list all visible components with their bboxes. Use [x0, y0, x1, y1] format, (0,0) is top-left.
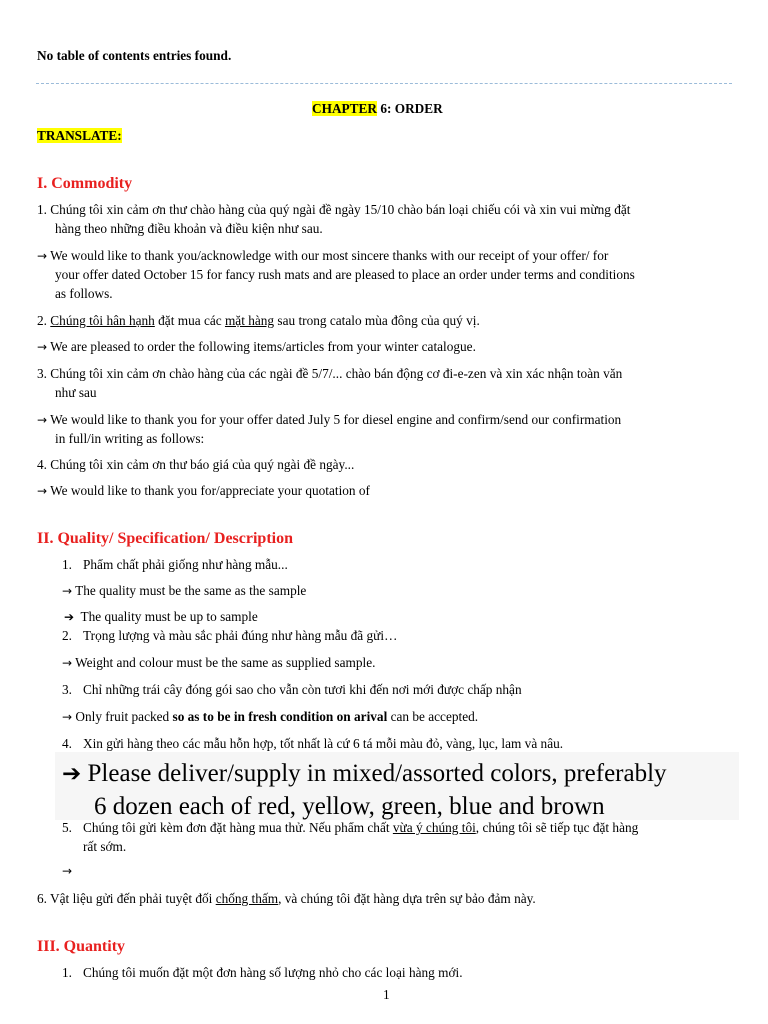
list-number: 1.	[62, 965, 72, 980]
arrow-icon: →	[37, 413, 48, 427]
list-number: 1.	[62, 557, 72, 572]
en-text: The quality must be the same as the sample	[75, 583, 307, 598]
en-text: We are pleased to order the following items/articles from your winter catalogue.	[50, 339, 476, 354]
page-number: 1	[383, 987, 390, 1002]
section-heading-quality: II. Quality/ Specification/ Description	[37, 530, 293, 547]
vn-paragraph-1-line-2: hàng theo những điều khoản và điều kiện như sau.	[55, 221, 323, 236]
chapter-rest: 6: ORDER	[377, 101, 443, 116]
arrow-icon: ➔	[64, 610, 75, 624]
en-paragraph-3-line-2: in full/in writing as follows:	[55, 431, 205, 446]
item-number: 2.	[37, 313, 51, 328]
text: , và chúng tôi đặt hàng dựa trên sự bảo đảm này.	[278, 891, 536, 906]
underlined-text: chống thấm	[215, 891, 279, 906]
en-text: can be accepted.	[387, 709, 479, 724]
en-text: The quality must be up to sample	[80, 609, 258, 624]
section-heading-commodity: I. Commodity	[37, 175, 133, 192]
en-item-1	[62, 583, 306, 599]
vn-paragraph-1-line-1: 1. Chúng tôi xin cảm ơn thư chào hàng của quý ngài đề ngày 15/10 chào bán loại chiếu cói và xin vui mừng đặt	[37, 202, 631, 217]
en-item-2	[62, 655, 375, 671]
vn-paragraph-2	[37, 313, 480, 329]
en-text: Weight and colour must be the same as supplied sample.	[75, 655, 376, 670]
page-divider	[36, 83, 732, 84]
en-text: Please deliver/supply in mixed/assorted colors, preferably	[87, 760, 667, 787]
bold-text: so as to be in fresh condition on arival	[172, 709, 388, 724]
vn-item-5-line-2: rất sớm.	[83, 839, 127, 854]
arrow-icon: →	[37, 249, 48, 263]
arrow-icon: →	[62, 864, 73, 878]
en-text: Only fruit packed	[75, 709, 173, 724]
translate-label: TRANSLATE	[37, 128, 118, 143]
chapter-title	[312, 101, 443, 117]
vn-paragraph-4: 4. Chúng tôi xin cảm ơn thư báo giá của quý ngài đề ngày...	[37, 457, 355, 472]
en-paragraph-1-line-2: your offer dated October 15 for fancy rush mats and are pleased to place an order under terms and conditions	[55, 267, 635, 282]
vn-paragraph-3-line-2: như sau	[55, 385, 97, 400]
underlined-text: mặt hàng	[224, 313, 275, 328]
arrow-icon	[62, 863, 72, 879]
toc-note: No table of contents entries found.	[37, 48, 232, 63]
en-text: We would like to thank you for/appreciate your quotation of	[50, 483, 370, 498]
arrow-icon: ➔	[62, 761, 82, 787]
vn-item-4: Xin gửi hàng theo các mẫu hỗn hợp, tốt nhất là cứ 6 tá mỗi màu đỏ, vàng, lục, lam và nâu.	[83, 736, 564, 751]
en-paragraph-4	[37, 483, 370, 499]
underlined-text: vừa ý chúng tôi	[392, 820, 476, 835]
big-answer-line-1	[62, 757, 667, 791]
arrow-icon: →	[62, 710, 73, 724]
vn-item-3: Chỉ những trái cây đóng gói sao cho vẫn còn tươi khi đến nơi mới được chấp nhận	[83, 682, 522, 697]
en-text: We would like to thank you/acknowledge with our most sincere thanks with our receipt of your offer/ for	[50, 248, 609, 263]
list-number: 2.	[62, 628, 72, 643]
text: 6. Vật liệu gửi đến phải tuyệt đối	[37, 891, 216, 906]
text: sau trong catalo mùa đông của quý vị.	[274, 313, 480, 328]
arrow-icon: →	[62, 584, 73, 598]
vn-paragraph-3-line-1: 3. Chúng tôi xin cảm ơn chào hàng của các ngài đề 5/7/... chào bán động cơ đi-e-zen và xin xác nhận toàn văn	[37, 366, 623, 381]
vn-quantity-item-1: Chúng tôi muốn đặt một đơn hàng số lượng nhỏ cho các loại hàng mới.	[83, 965, 463, 980]
list-number: 3.	[62, 682, 72, 697]
arrow-icon: →	[62, 656, 73, 670]
arrow-icon: →	[37, 340, 48, 354]
vn-paragraph-6	[37, 891, 536, 907]
vn-item-2: Trọng lượng và màu sắc phải đúng như hàng mẫu đã gửi…	[83, 628, 398, 643]
list-number: 4.	[62, 736, 72, 751]
list-number: 5.	[62, 820, 72, 835]
vn-item-5-line-1	[83, 820, 638, 836]
en-paragraph-2	[37, 339, 476, 355]
translate-heading	[37, 128, 122, 144]
text: đặt mua các	[154, 313, 225, 328]
text: Chúng tôi gửi kèm đơn đặt hàng mua thử. Nếu phẩm chất	[83, 820, 393, 835]
chapter-label: CHAPTER	[312, 101, 378, 116]
en-item-1b	[64, 609, 258, 625]
en-text: We would like to thank you for your offer dated July 5 for diesel engine and confirm/send our confirmation	[50, 412, 622, 427]
text: , chúng tôi sẽ tiếp tục đặt hàng	[475, 820, 639, 835]
en-item-3	[62, 709, 478, 725]
section-heading-quantity: III. Quantity	[37, 938, 126, 955]
big-answer-line-2: 6 dozen each of red, yellow, green, blue and brown	[94, 793, 605, 820]
en-paragraph-3-line-1	[37, 412, 621, 428]
en-paragraph-1-line-1	[37, 248, 608, 264]
vn-item-1: Phẩm chất phải giống như hàng mẫu...	[83, 557, 288, 572]
en-paragraph-1-line-3: as follows.	[55, 286, 113, 301]
arrow-icon: →	[37, 484, 48, 498]
translate-colon: :	[117, 128, 122, 143]
underlined-text: Chúng tôi hân hạnh	[50, 313, 155, 328]
